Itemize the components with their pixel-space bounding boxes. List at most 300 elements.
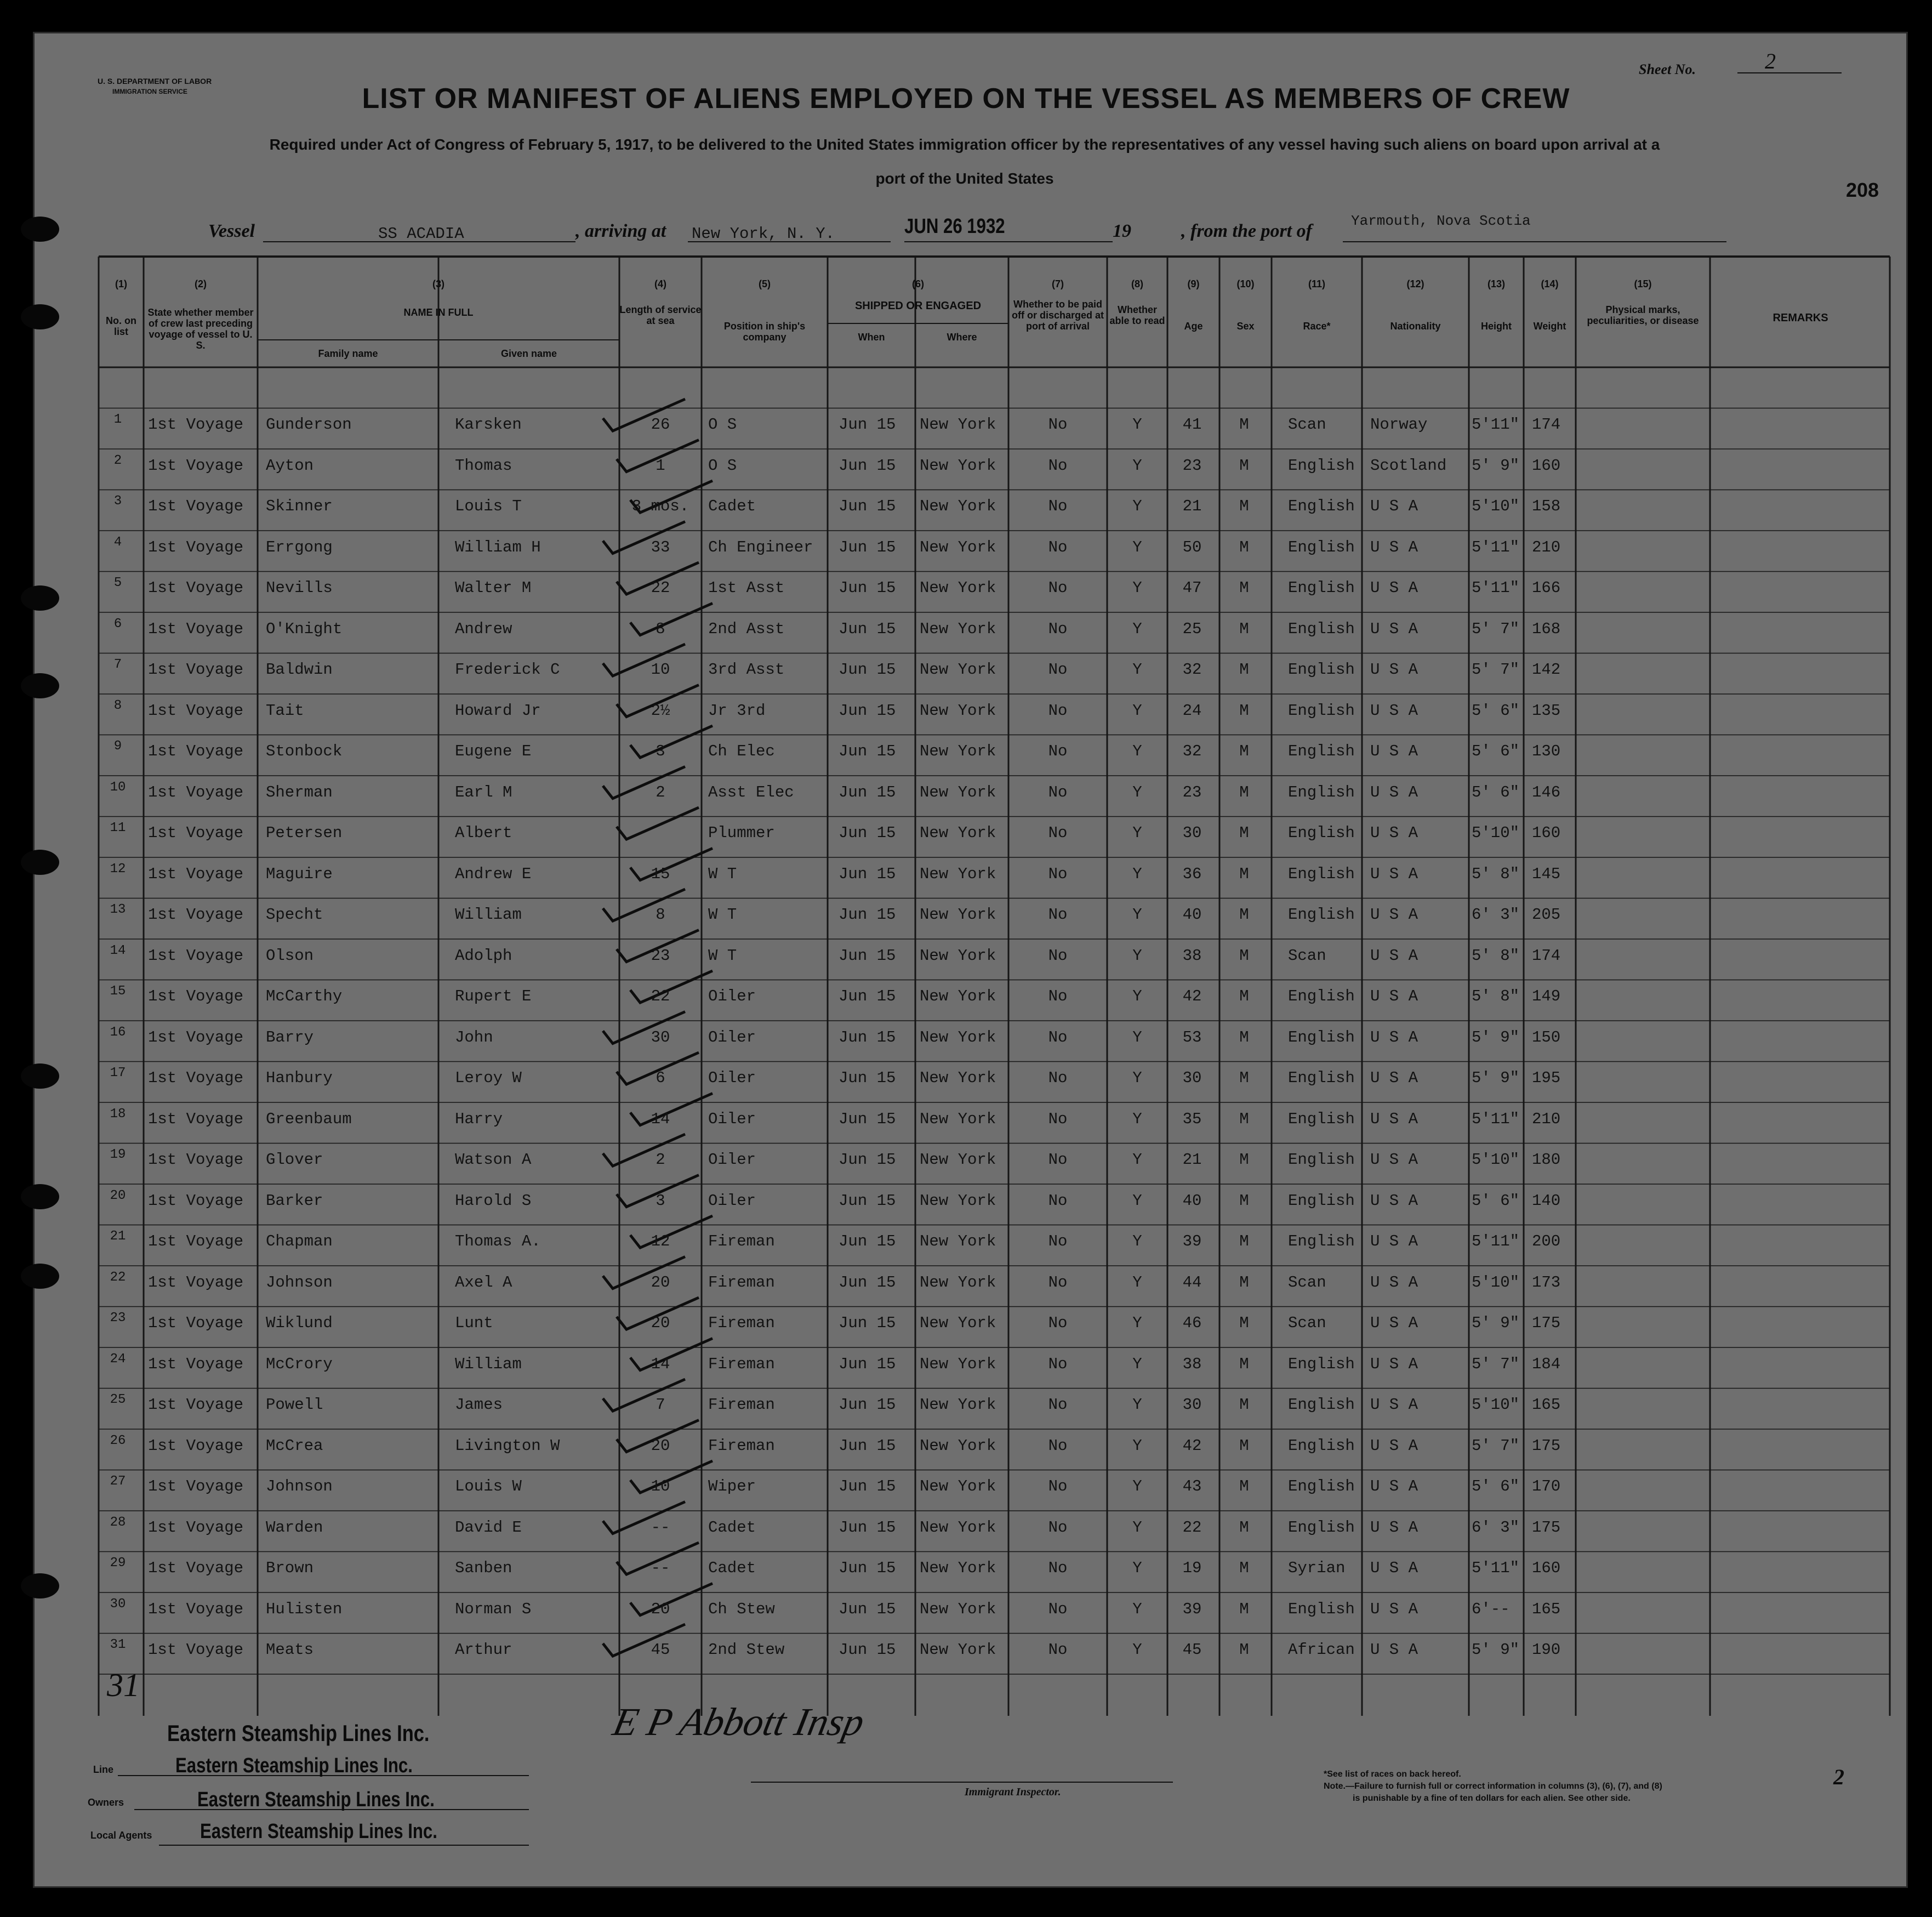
cell-age: 43 xyxy=(1182,1477,1202,1495)
cell-given: Axel A xyxy=(455,1273,512,1292)
cell-paid: No xyxy=(1048,742,1068,760)
cell-family: Specht xyxy=(266,906,323,924)
cell-paid: No xyxy=(1048,416,1068,434)
cell-service: 8 xyxy=(656,619,665,638)
cell-position: Oiler xyxy=(708,1110,756,1128)
cell-height: 5' 7" xyxy=(1472,661,1520,679)
cell-age: 25 xyxy=(1182,619,1202,638)
cell-nation: U S A xyxy=(1370,1069,1418,1087)
cell-nation: U S A xyxy=(1370,742,1418,760)
cell-no: 14 xyxy=(110,943,126,958)
cell-height: 5'11" xyxy=(1472,1559,1520,1577)
cell-service: 20 xyxy=(651,1314,670,1332)
cell-no: 4 xyxy=(113,534,122,550)
cell-voyage: 1st Voyage xyxy=(148,1396,244,1414)
cell-given: Watson A xyxy=(455,1151,532,1169)
cell-paid: No xyxy=(1048,987,1068,1005)
cell-paid: No xyxy=(1048,1396,1068,1414)
cell-paid: No xyxy=(1048,1110,1068,1128)
col-12-label: Nationality xyxy=(1390,321,1441,332)
cell-no: 10 xyxy=(110,780,126,795)
cell-age: 24 xyxy=(1182,701,1202,720)
col-9-label: Age xyxy=(1184,321,1203,332)
cell-read: Y xyxy=(1132,1641,1142,1659)
cell-voyage: 1st Voyage xyxy=(148,1028,244,1046)
cell-position: Oiler xyxy=(708,1069,756,1087)
cell-given: Louis W xyxy=(455,1477,522,1495)
col-1-label: No. on list xyxy=(106,315,136,337)
cell-family: Gunderson xyxy=(266,416,352,434)
cell-given: Lunt xyxy=(455,1314,493,1332)
cell-service: 2½ xyxy=(651,701,670,720)
cell-where: New York xyxy=(920,661,996,679)
cell-age: 50 xyxy=(1182,538,1202,556)
cell-service: 2 xyxy=(656,783,665,801)
cell-sex: M xyxy=(1239,1518,1249,1537)
cell-sex: M xyxy=(1239,1110,1249,1128)
cell-race: English xyxy=(1288,619,1355,638)
cell-race: English xyxy=(1288,906,1355,924)
cell-where: New York xyxy=(920,1600,996,1618)
cell-when: Jun 15 xyxy=(839,906,896,924)
cell-service: 22 xyxy=(651,579,670,597)
cell-voyage: 1st Voyage xyxy=(148,538,244,556)
cell-paid: No xyxy=(1048,538,1068,556)
cell-position: 2nd Stew xyxy=(708,1641,785,1659)
col-12-number: (12) xyxy=(1406,278,1424,289)
cell-age: 44 xyxy=(1182,1273,1202,1292)
cell-age: 21 xyxy=(1182,1151,1202,1169)
cell-given: Frederick C xyxy=(455,661,560,679)
year-prefix: 19 xyxy=(1113,221,1131,241)
cell-service: 14 xyxy=(651,1110,670,1128)
corner-mark: 2 xyxy=(1833,1765,1844,1789)
col-7-number: (7) xyxy=(1052,278,1064,289)
cell-no: 8 xyxy=(113,698,122,713)
cell-service: 10 xyxy=(651,661,670,679)
cell-when: Jun 15 xyxy=(839,1396,896,1414)
cell-when: Jun 15 xyxy=(839,619,896,638)
cell-voyage: 1st Voyage xyxy=(148,701,244,720)
cell-nation: U S A xyxy=(1370,1355,1418,1373)
cell-no: 24 xyxy=(110,1351,126,1367)
inspector-label: Immigrant Inspector. xyxy=(965,1786,1061,1798)
cell-weight: 140 xyxy=(1532,1191,1561,1210)
cell-height: 5'10" xyxy=(1472,1273,1520,1292)
cell-given: Leroy W xyxy=(455,1069,522,1087)
cell-paid: No xyxy=(1048,906,1068,924)
cell-age: 38 xyxy=(1182,1355,1202,1373)
cell-paid: No xyxy=(1048,661,1068,679)
cell-sex: M xyxy=(1239,497,1249,515)
page-number: 208 xyxy=(1846,179,1879,201)
cell-when: Jun 15 xyxy=(839,1355,896,1373)
company-stamp: Eastern Steamship Lines Inc. xyxy=(167,1720,430,1746)
cell-sex: M xyxy=(1239,538,1249,556)
cell-race: English xyxy=(1288,661,1355,679)
cell-family: Petersen xyxy=(266,824,343,842)
cell-when: Jun 15 xyxy=(839,783,896,801)
cell-height: 5' 8" xyxy=(1472,946,1520,965)
owners-label: Owners xyxy=(88,1797,124,1808)
sheet-no-label: Sheet No. xyxy=(1639,61,1696,77)
cell-sex: M xyxy=(1239,1396,1249,1414)
cell-paid: No xyxy=(1048,701,1068,720)
col-8-number: (8) xyxy=(1131,278,1143,289)
cell-age: 45 xyxy=(1182,1641,1202,1659)
cell-service: 2 xyxy=(656,1151,665,1169)
cell-family: Chapman xyxy=(266,1232,333,1250)
cell-position: Cadet xyxy=(708,1559,756,1577)
cell-no: 30 xyxy=(110,1596,126,1612)
cell-given: Albert xyxy=(455,824,512,842)
col-10-label: Sex xyxy=(1236,321,1255,332)
cell-height: 5' 8" xyxy=(1472,864,1520,883)
cell-nation: Norway xyxy=(1370,416,1428,434)
cell-when: Jun 15 xyxy=(839,1641,896,1659)
cell-family: McCarthy xyxy=(266,987,343,1005)
cell-race: English xyxy=(1288,1151,1355,1169)
remarks-label: REMARKS xyxy=(1773,312,1828,324)
cell-age: 32 xyxy=(1182,661,1202,679)
col-5-number: (5) xyxy=(759,278,771,289)
cell-position: Wiper xyxy=(708,1477,756,1495)
cell-weight: 135 xyxy=(1532,701,1561,720)
from-port-label: , from the port of xyxy=(1181,221,1312,241)
cell-when: Jun 15 xyxy=(839,1069,896,1087)
cell-service: 23 xyxy=(651,946,670,965)
cell-service: 45 xyxy=(651,1641,670,1659)
cell-given: Howard Jr xyxy=(455,701,541,720)
cell-position: W T xyxy=(708,864,737,883)
cell-nation: U S A xyxy=(1370,1518,1418,1537)
cell-when: Jun 15 xyxy=(839,1477,896,1495)
cell-sex: M xyxy=(1239,619,1249,638)
cell-family: Hanbury xyxy=(266,1069,333,1087)
cell-when: Jun 15 xyxy=(839,742,896,760)
cell-read: Y xyxy=(1132,1232,1142,1250)
cell-nation: U S A xyxy=(1370,1028,1418,1046)
owners-value: Eastern Steamship Lines Inc. xyxy=(197,1788,435,1811)
cell-where: New York xyxy=(920,1396,996,1414)
family-name-label: Family name xyxy=(318,348,378,359)
cell-no: 13 xyxy=(110,902,126,917)
cell-weight: 173 xyxy=(1532,1273,1561,1292)
cell-family: Hulisten xyxy=(266,1600,343,1618)
cell-given: Livington W xyxy=(455,1436,560,1455)
cell-age: 41 xyxy=(1182,416,1202,434)
cell-height: 5'11" xyxy=(1472,1232,1520,1250)
cell-family: Warden xyxy=(266,1518,323,1537)
cell-position: Asst Elec xyxy=(708,783,794,801)
cell-read: Y xyxy=(1132,987,1142,1005)
cell-no: 11 xyxy=(110,821,126,835)
cell-where: New York xyxy=(920,742,996,760)
cell-voyage: 1st Voyage xyxy=(148,1314,244,1332)
cell-age: 22 xyxy=(1182,1518,1202,1537)
cell-service: 20 xyxy=(651,1273,670,1292)
cell-weight: 145 xyxy=(1532,864,1561,883)
cell-height: 5' 9" xyxy=(1472,1641,1520,1659)
col-4-number: (4) xyxy=(654,278,666,289)
cell-sex: M xyxy=(1239,1559,1249,1577)
cell-age: 23 xyxy=(1182,783,1202,801)
cell-race: English xyxy=(1288,1600,1355,1618)
cell-service: 6 xyxy=(656,1069,665,1087)
cell-position: W T xyxy=(708,906,737,924)
cell-read: Y xyxy=(1132,742,1142,760)
col-6-number: (6) xyxy=(912,278,924,289)
cell-age: 42 xyxy=(1182,987,1202,1005)
cell-where: New York xyxy=(920,864,996,883)
cell-nation: U S A xyxy=(1370,1110,1418,1128)
cell-sex: M xyxy=(1239,1436,1249,1455)
cell-height: 5' 9" xyxy=(1472,1069,1520,1087)
cell-weight: 160 xyxy=(1532,456,1561,475)
cell-service: 20 xyxy=(651,1436,670,1455)
cell-height: 5' 7" xyxy=(1472,1355,1520,1373)
cell-weight: 158 xyxy=(1532,497,1561,515)
cell-no: 20 xyxy=(110,1188,126,1203)
cell-when: Jun 15 xyxy=(839,416,896,434)
cell-where: New York xyxy=(920,1436,996,1455)
cell-paid: No xyxy=(1048,456,1068,475)
cell-given: Walter M xyxy=(455,579,532,597)
cell-nation: U S A xyxy=(1370,1273,1418,1292)
cell-race: English xyxy=(1288,1069,1355,1087)
inspector-signature: E P Abbott Insp xyxy=(609,1700,868,1744)
cell-race: English xyxy=(1288,1191,1355,1210)
cell-given: James xyxy=(455,1396,503,1414)
cell-position: Fireman xyxy=(708,1396,775,1414)
cell-race: Syrian xyxy=(1288,1559,1346,1577)
cell-given: Eugene E xyxy=(455,742,532,760)
cell-when: Jun 15 xyxy=(839,1436,896,1455)
cell-paid: No xyxy=(1048,619,1068,638)
cell-sex: M xyxy=(1239,1641,1249,1659)
races-note: *See list of races on back hereof. xyxy=(1324,1770,1461,1779)
cell-read: Y xyxy=(1132,579,1142,597)
cell-paid: No xyxy=(1048,783,1068,801)
cell-height: 5' 7" xyxy=(1472,1436,1520,1455)
cell-service: 3 xyxy=(656,742,665,760)
cell-race: English xyxy=(1288,742,1355,760)
cell-when: Jun 15 xyxy=(839,579,896,597)
cell-nation: U S A xyxy=(1370,906,1418,924)
cell-given: Karsken xyxy=(455,416,522,434)
cell-given: Thomas xyxy=(455,456,512,475)
cell-race: English xyxy=(1288,497,1355,515)
cell-where: New York xyxy=(920,701,996,720)
cell-paid: No xyxy=(1048,1314,1068,1332)
cell-height: 5'10" xyxy=(1472,824,1520,842)
cell-family: Glover xyxy=(266,1151,323,1169)
cell-given: Thomas A. xyxy=(455,1232,541,1250)
cell-no: 2 xyxy=(113,453,122,468)
cell-service: -- xyxy=(651,1518,670,1537)
cell-service: -- xyxy=(651,1559,670,1577)
agency-label: U. S. DEPARTMENT OF LABOR xyxy=(98,77,212,86)
cell-nation: U S A xyxy=(1370,538,1418,556)
cell-read: Y xyxy=(1132,701,1142,720)
cell-when: Jun 15 xyxy=(839,987,896,1005)
cell-service: 3 xyxy=(656,1191,665,1210)
cell-weight: 175 xyxy=(1532,1518,1561,1537)
cell-sex: M xyxy=(1239,824,1249,842)
col-14-label: Weight xyxy=(1533,321,1566,332)
cell-height: 5'11" xyxy=(1472,538,1520,556)
cell-weight: 205 xyxy=(1532,906,1561,924)
cell-sex: M xyxy=(1239,701,1249,720)
cell-sex: M xyxy=(1239,456,1249,475)
cell-position: Fireman xyxy=(708,1314,775,1332)
cell-position: Fireman xyxy=(708,1355,775,1373)
cell-position: Cadet xyxy=(708,1518,756,1537)
cell-age: 35 xyxy=(1182,1110,1202,1128)
cell-read: Y xyxy=(1132,1355,1142,1373)
cell-age: 39 xyxy=(1182,1232,1202,1250)
cell-given: William H xyxy=(455,538,541,556)
cell-service: 20 xyxy=(651,1600,670,1618)
cell-nation: U S A xyxy=(1370,619,1418,638)
cell-weight: 190 xyxy=(1532,1641,1561,1659)
cell-height: 5' 6" xyxy=(1472,1191,1520,1210)
penalty-note-1: Note.—Failure to furnish full or correct information in columns (3), (6), (7), and (8) xyxy=(1324,1782,1662,1791)
cell-read: Y xyxy=(1132,661,1142,679)
cell-read: Y xyxy=(1132,1436,1142,1455)
cell-nation: U S A xyxy=(1370,1191,1418,1210)
margin-count: 31 xyxy=(107,1667,140,1703)
vessel-name: SS ACADIA xyxy=(378,225,464,243)
cell-read: Y xyxy=(1132,538,1142,556)
cell-when: Jun 15 xyxy=(839,497,896,515)
cell-family: Skinner xyxy=(266,497,333,515)
cell-nation: U S A xyxy=(1370,1232,1418,1250)
col-15-label: Physical marks, peculiarities, or disease xyxy=(1587,304,1699,326)
cell-where: New York xyxy=(920,1641,996,1659)
bureau-label: IMMIGRATION SERVICE xyxy=(112,88,187,95)
cell-no: 19 xyxy=(110,1147,126,1162)
cell-no: 31 xyxy=(110,1637,126,1652)
cell-race: English xyxy=(1288,1110,1355,1128)
cell-position: 2nd Asst xyxy=(708,619,785,638)
cell-where: New York xyxy=(920,497,996,515)
cell-race: English xyxy=(1288,538,1355,556)
cell-race: English xyxy=(1288,579,1355,597)
cell-family: Powell xyxy=(266,1396,323,1414)
cell-sex: M xyxy=(1239,1477,1249,1495)
cell-where: New York xyxy=(920,619,996,638)
cell-when: Jun 15 xyxy=(839,864,896,883)
cell-height: 5'11" xyxy=(1472,416,1520,434)
cell-nation: U S A xyxy=(1370,579,1418,597)
cell-where: New York xyxy=(920,538,996,556)
cell-family: Ayton xyxy=(266,456,314,475)
cell-given: David E xyxy=(455,1518,522,1537)
cell-voyage: 1st Voyage xyxy=(148,1600,244,1618)
cell-where: New York xyxy=(920,1069,996,1087)
cell-sex: M xyxy=(1239,1151,1249,1169)
cell-when: Jun 15 xyxy=(839,1600,896,1618)
cell-service: 14 xyxy=(651,1355,670,1373)
cell-voyage: 1st Voyage xyxy=(148,1355,244,1373)
cell-weight: 160 xyxy=(1532,1559,1561,1577)
cell-read: Y xyxy=(1132,1273,1142,1292)
cell-position: Oiler xyxy=(708,1028,756,1046)
col-10-number: (10) xyxy=(1236,278,1255,289)
vessel-label: Vessel xyxy=(208,221,255,241)
cell-when: Jun 15 xyxy=(839,1232,896,1250)
cell-height: 6' 3" xyxy=(1472,906,1520,924)
cell-when: Jun 15 xyxy=(839,1191,896,1210)
cell-nation: U S A xyxy=(1370,1477,1418,1495)
cell-nation: U S A xyxy=(1370,1314,1418,1332)
cell-when: Jun 15 xyxy=(839,456,896,475)
cell-where: New York xyxy=(920,1314,996,1332)
cell-weight: 142 xyxy=(1532,661,1561,679)
cell-no: 23 xyxy=(110,1311,126,1326)
shipped-where-label: Where xyxy=(947,332,977,343)
cell-paid: No xyxy=(1048,1151,1068,1169)
cell-weight: 166 xyxy=(1532,579,1561,597)
cell-weight: 160 xyxy=(1532,824,1561,842)
cell-race: Scan xyxy=(1288,946,1326,965)
line-value: Eastern Steamship Lines Inc. xyxy=(175,1754,413,1777)
cell-family: Barker xyxy=(266,1191,323,1210)
cell-position: Ch Stew xyxy=(708,1600,775,1618)
agents-rule xyxy=(159,1845,529,1846)
cell-voyage: 1st Voyage xyxy=(148,946,244,965)
cell-read: Y xyxy=(1132,416,1142,434)
cell-height: 5'10" xyxy=(1472,1151,1520,1169)
arriving-label: , arriving at xyxy=(575,221,666,241)
cell-given: Adolph xyxy=(455,946,512,965)
cell-position: 3rd Asst xyxy=(708,661,785,679)
cell-service: 12 xyxy=(651,1232,670,1250)
cell-voyage: 1st Voyage xyxy=(148,456,244,475)
cell-age: 38 xyxy=(1182,946,1202,965)
cell-service: 3 mos. xyxy=(631,497,689,515)
cell-race: English xyxy=(1288,1396,1355,1414)
cell-no: 21 xyxy=(110,1229,126,1244)
cell-given: John xyxy=(455,1028,493,1046)
cell-weight: 175 xyxy=(1532,1436,1561,1455)
cell-read: Y xyxy=(1132,1396,1142,1414)
cell-no: 12 xyxy=(110,861,126,877)
cell-family: McCrory xyxy=(266,1355,333,1373)
cell-height: 6' 3" xyxy=(1472,1518,1520,1537)
cell-voyage: 1st Voyage xyxy=(148,824,244,842)
cell-nation: U S A xyxy=(1370,1559,1418,1577)
cell-family: O'Knight xyxy=(266,619,343,638)
inspector-rule xyxy=(751,1782,1173,1783)
check-mark xyxy=(617,807,699,839)
cell-nation: U S A xyxy=(1370,824,1418,842)
col-13-number: (13) xyxy=(1487,278,1505,289)
cell-given: Norman S xyxy=(455,1600,532,1618)
col-8-label: Whether able to read xyxy=(1109,304,1165,326)
cell-voyage: 1st Voyage xyxy=(148,1273,244,1292)
cell-no: 5 xyxy=(113,576,122,590)
cell-voyage: 1st Voyage xyxy=(148,906,244,924)
cell-height: 5'10" xyxy=(1472,497,1520,515)
cell-voyage: 1st Voyage xyxy=(148,987,244,1005)
cell-paid: No xyxy=(1048,1069,1068,1087)
cell-no: 29 xyxy=(110,1556,126,1571)
cell-no: 7 xyxy=(113,657,122,672)
cell-paid: No xyxy=(1048,824,1068,842)
cell-where: New York xyxy=(920,1559,996,1577)
